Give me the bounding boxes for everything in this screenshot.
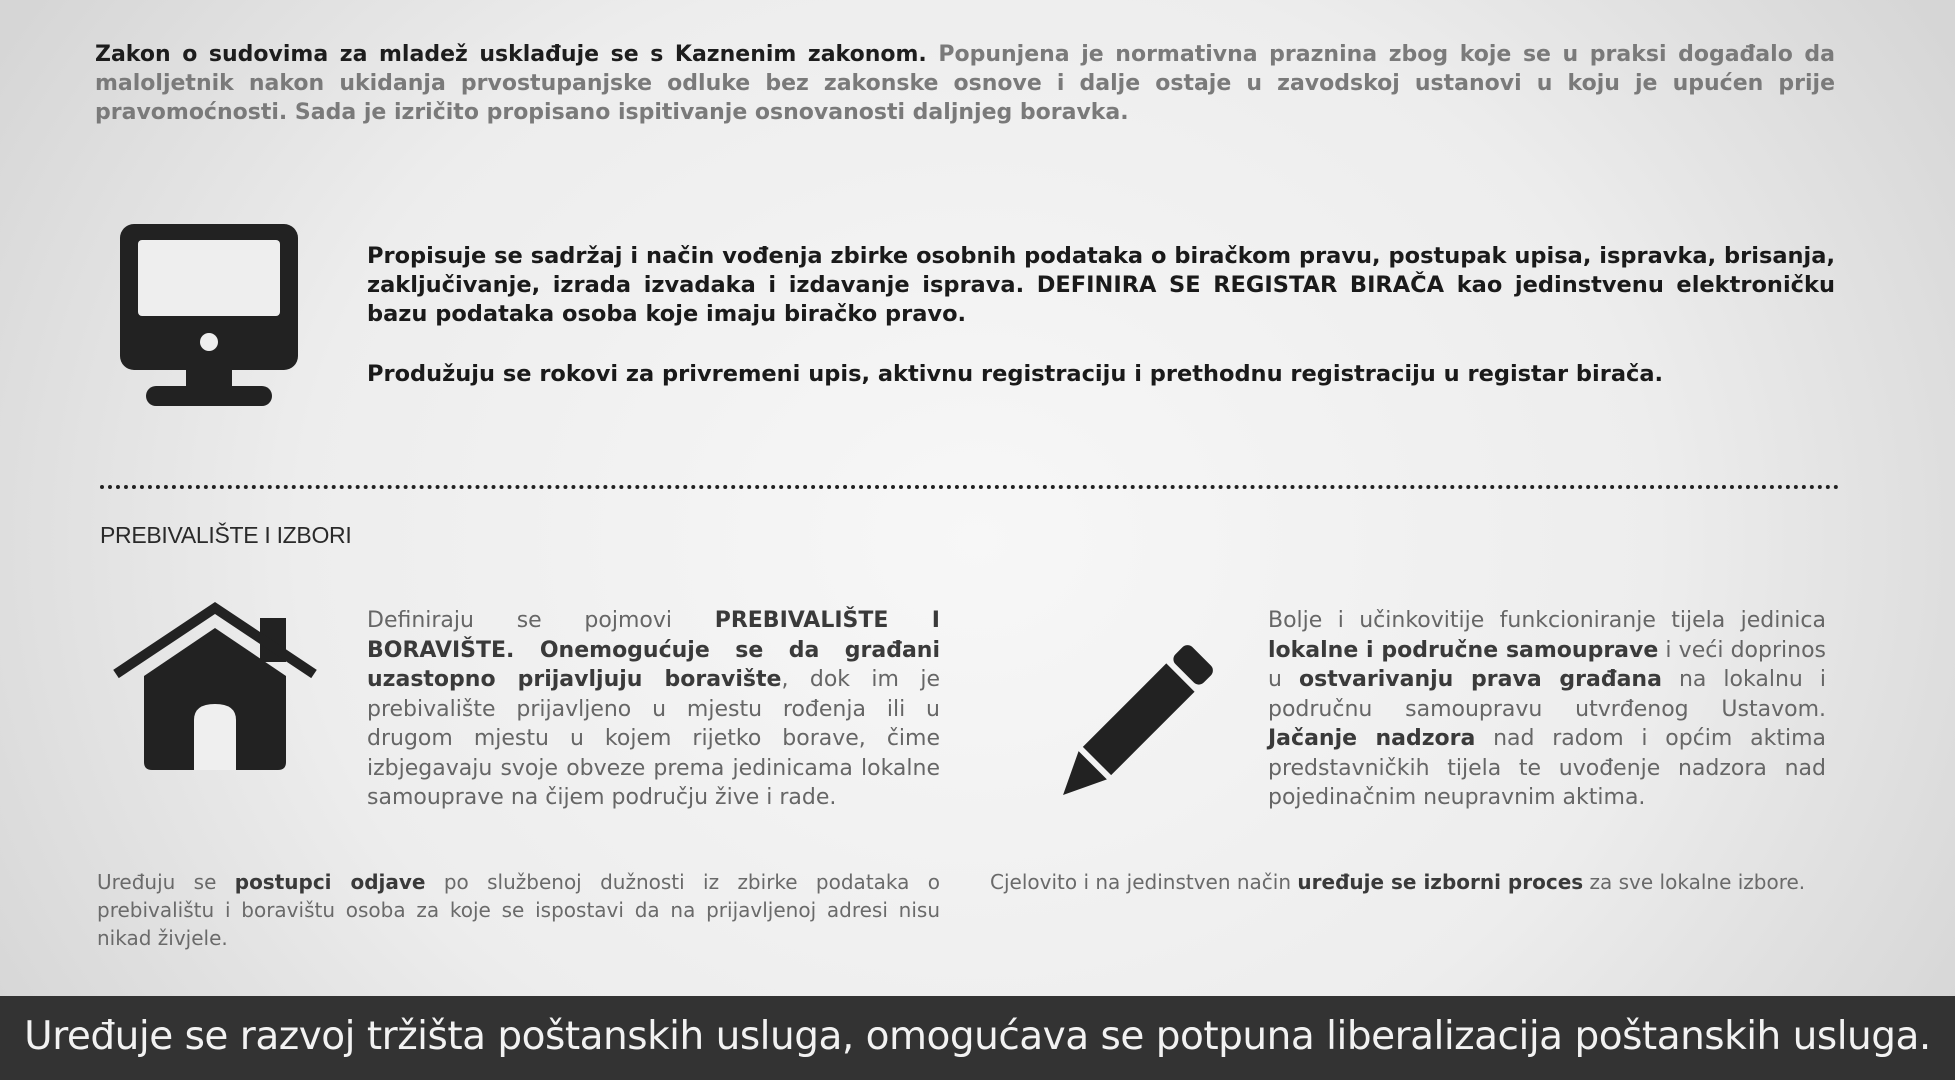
intro-paragraph — [95, 40, 1835, 127]
registration-deadlines-paragraph: Produžuju se rokovi za privremeni upis, aktivnu registraciju i prethodnu registraciju u registar birača. — [367, 361, 1664, 387]
residence-paragraph — [367, 606, 940, 813]
self-government-emphasis-3: Jačanje nadzora — [1268, 726, 1476, 751]
self-government-text-1: Bolje i učinkovitije funkcioniranje tijela jedinica — [1268, 608, 1826, 633]
deregistration-note — [97, 868, 940, 952]
self-government-text-4: nad radom i općim aktima predstavničkih tijela te uvođenje nadzora nad pojedinačnim neupravnim aktima. — [1268, 726, 1826, 810]
footer-text: Uređuje se razvoj tržišta poštanskih usluga, omogućava se potpuna liberalizacija poštanskih usluga. — [24, 1014, 1931, 1059]
election-process-emphasis: uređuje se izborni proces — [1297, 870, 1584, 894]
self-government-emphasis-1: lokalne i područne samouprave — [1268, 637, 1659, 663]
intro-lead: Zakon o sudovima za mladež usklađuje se s Kaznenim zakonom. — [95, 42, 927, 67]
voter-registry-text-a: Propisuje se sadržaj i način vođenja zbirke osobnih podataka o biračkom pravu, postupak upisa, ispravka, brisanja, zaključivanje, izrada izvadaka i izdavanje isprava. — [367, 243, 1835, 298]
house-icon — [110, 600, 320, 772]
deregistration-text-1: Uređuju se — [97, 870, 235, 894]
self-government-text-2: i veći doprinos u — [1268, 637, 1826, 692]
pencil-icon — [1058, 640, 1218, 800]
residence-emphasis: PREBIVALIŠTE I BORAVIŠTE. Onemogućuje se da građani uzastopno prijavljuju boravište — [367, 608, 940, 692]
self-government-emphasis-2: ostvarivanju prava građana — [1298, 667, 1662, 692]
voter-registry-text-c: kao jedinstvenu elektroničku bazu podataka osoba koje imaju biračko pravo. — [367, 272, 1835, 327]
self-government-text-3: na lokalnu i područnu samoupravu utvrđenog Ustavom. — [1268, 667, 1826, 722]
residence-text-2: , dok im je prebivalište prijavljeno u mjestu rođenja ili u drugom mjestu u kojem rijetko borave, čime izbjegavaju svoje obveze prema jedinicama lokalne samouprave na čijem području žive i rade. — [367, 667, 940, 810]
intro-rest: Popunjena je normativna praznina zbog koje se u praksi događalo da maloljetnik nakon ukidanja prvostupanjske odluke bez zakonske osnove i dalje ostaje u zavodskoj ustanovi u koju je upućen prije pravomoćnosti. Sada je izričito propisano ispitivanje osnovanosti daljnjeg boravka. — [95, 42, 1835, 125]
voter-registry-paragraph — [367, 242, 1835, 329]
election-process-text-2: za sve lokalne izbore. — [1583, 870, 1806, 894]
voter-registry-emphasis: DEFINIRA SE REGISTAR BIRAČA — [1036, 272, 1445, 298]
self-government-paragraph — [1268, 606, 1826, 813]
monitor-icon — [118, 222, 300, 408]
dotted-divider — [100, 485, 1840, 489]
section-heading: PREBIVALIŠTE I IZBORI — [100, 522, 352, 548]
voter-registry-block — [367, 242, 1835, 389]
residence-text-1: Definiraju se pojmovi — [367, 608, 715, 633]
deregistration-text-2: po službenoj dužnosti iz zbirke podataka o prebivalištu i boravištu osoba za koje se ispostavi da na prijavljenoj adresi nisu nikad živjele. — [97, 870, 940, 950]
election-process-text-1: Cjelovito i na jedinstven način — [990, 870, 1298, 894]
election-process-note — [990, 868, 1850, 896]
deregistration-emphasis: postupci odjave — [234, 870, 426, 894]
